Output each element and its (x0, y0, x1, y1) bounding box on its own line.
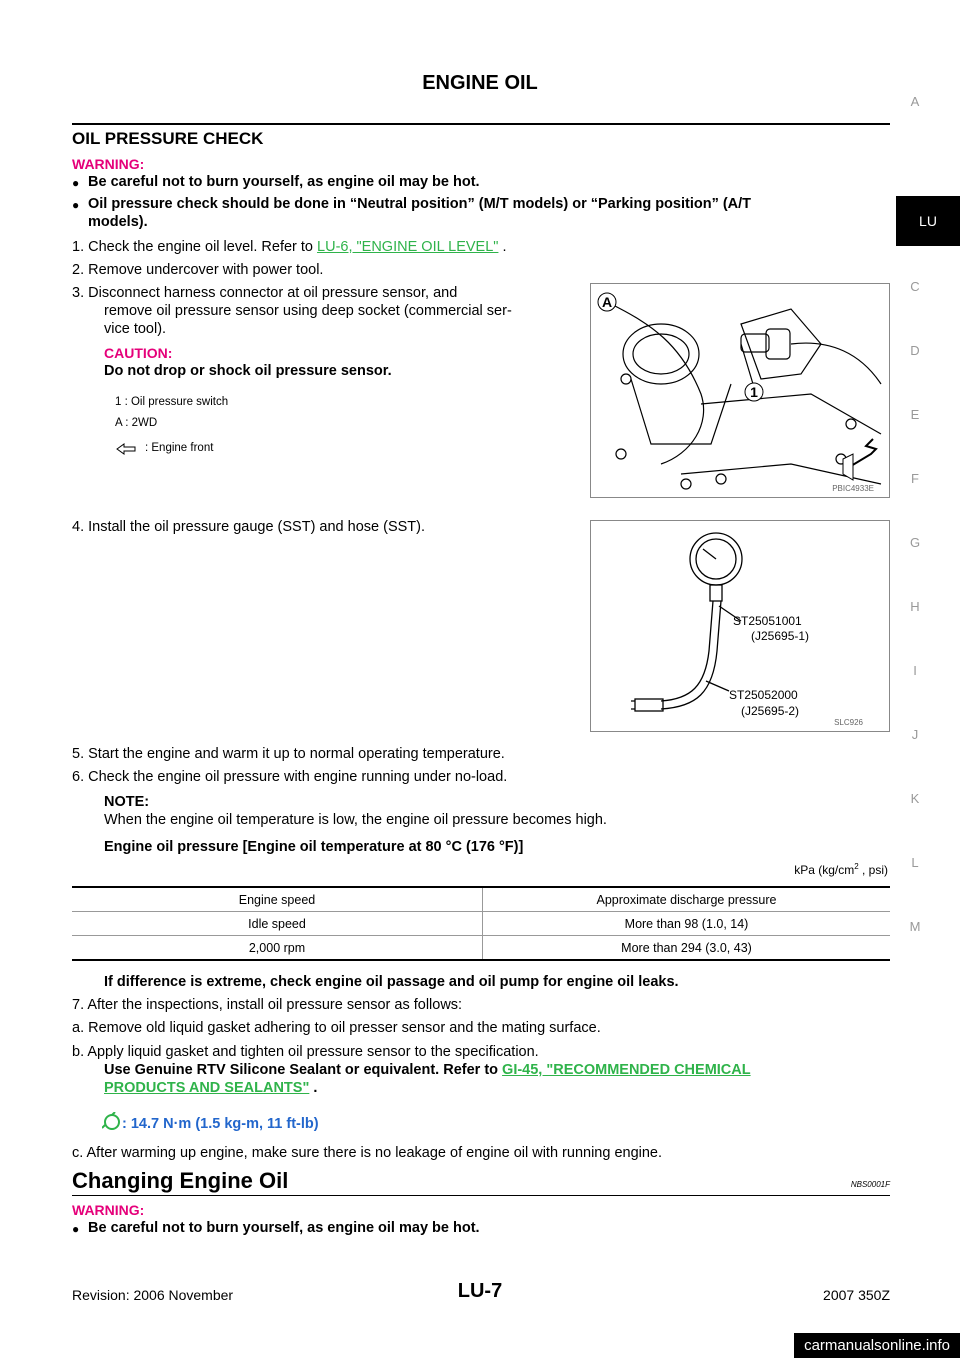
section-rule (72, 1195, 890, 1196)
warning-item-2: Oil pressure check should be done in “Neutral position” (M/T models) or “Parking position” (A/T (88, 196, 752, 212)
table-header-cell: Engine speed (72, 887, 483, 912)
side-index-m[interactable]: M (909, 919, 921, 934)
part-number-2-alt: (J25695-2) (741, 704, 800, 718)
figure-oil-pressure-gauge (590, 520, 890, 732)
section-changing-engine-oil: Changing Engine Oil (72, 1168, 289, 1193)
side-index-l[interactable]: L (911, 855, 919, 870)
note-label: NOTE: (104, 794, 150, 810)
spec-unit: kPa ($kg/cm^2$ , psi) (794, 862, 888, 877)
warning-item-1: Be careful not to burn yourself, as engine oil may be hot. (88, 174, 480, 190)
difference-note: If difference is extreme, check engine oil passage and oil pump for engine oil leaks. (104, 974, 679, 990)
part-number-1: ST25051001 (733, 614, 802, 628)
side-index-a[interactable]: A (910, 94, 920, 109)
spec-title: Engine oil pressure [Engine oil temperature at 80 °C (176 °F)] (104, 839, 524, 855)
part-number-1-alt: (J25695-1) (751, 629, 810, 643)
figure-oil-pressure-switch (590, 283, 890, 498)
footer-revision: Revision: 2006 November (72, 1287, 234, 1303)
step-6: 6. Check the engine oil pressure with engine running under no-load. (72, 769, 508, 785)
bullet-icon: ● (72, 176, 80, 190)
footer-model: 2007 350Z (823, 1287, 890, 1303)
oil-pressure-table (72, 886, 890, 961)
side-index-j[interactable]: J (911, 727, 919, 742)
part-number-2: ST25052000 (729, 688, 798, 702)
table-cell: More than 98 (1.0, 14) (483, 912, 891, 936)
legend-2wd: A : 2WD (115, 417, 158, 429)
step-7b-sealant-cont: PRODUCTS AND SEALANTS" . (104, 1080, 318, 1096)
link-engine-oil-level[interactable]: LU-6, "ENGINE OIL LEVEL" (317, 239, 499, 255)
table-header-row (72, 887, 890, 912)
figure-label-1: 1 (750, 384, 758, 400)
step-7a: a. Remove old liquid gasket adhering to oil presser sensor and the mating surface. (72, 1020, 601, 1036)
page-number: LU-7 (457, 1280, 503, 1302)
table-header-cell: Approximate discharge pressure (483, 887, 891, 912)
step-2: 2. Remove undercover with power tool. (72, 262, 324, 278)
section-title: OIL PRESSURE CHECK (72, 129, 264, 148)
step-5: 5. Start the engine and warm it up to normal operating temperature. (72, 746, 505, 762)
figure-code: SLC926 (834, 718, 863, 727)
side-index-c[interactable]: C (910, 279, 920, 294)
warning-label: WARNING: (72, 156, 145, 172)
table-row (72, 912, 890, 936)
step-3-line-2: remove oil pressure sensor using deep socket (commercial ser- (104, 303, 512, 319)
step-3-line-1: 3. Disconnect harness connector at oil pressure sensor, and (72, 285, 458, 301)
side-index-lu-tab[interactable]: LU (896, 196, 960, 246)
side-index-k[interactable]: K (910, 791, 920, 806)
section-code: NBS0001F (850, 1180, 890, 1189)
side-index-i[interactable]: I (913, 663, 917, 678)
legend-engine-front: : Engine front (145, 442, 214, 454)
link-recommended-chemical[interactable]: GI-45, "RECOMMENDED CHEMICAL (502, 1062, 751, 1078)
header-rule (72, 123, 890, 125)
table-cell: Idle speed (72, 912, 483, 936)
gauge-illustration (591, 521, 889, 731)
page-header-title: ENGINE OIL (422, 72, 538, 94)
warning-2-item: Be careful not to burn yourself, as engine oil may be hot. (88, 1220, 480, 1236)
side-index-h[interactable]: H (910, 599, 920, 614)
warning-item-2-cont: models). (88, 214, 148, 230)
step-1: 1. Check the engine oil level. Refer to LU-6, "ENGINE OIL LEVEL" . (72, 239, 507, 255)
note-text: When the engine oil temperature is low, the engine oil pressure becomes high. (104, 812, 607, 828)
table-cell: 2,000 rpm (72, 936, 483, 961)
side-index-f[interactable]: F (911, 471, 919, 486)
side-index-g[interactable]: G (909, 535, 921, 550)
torque-spec: : 14.7 N·m (1.5 kg-m, 11 ft-lb) (122, 1116, 319, 1132)
watermark: carmanualsonline.info (794, 1333, 960, 1358)
torque-wrench-icon (102, 1112, 122, 1137)
step-7: 7. After the inspections, install oil pressure sensor as follows: (72, 997, 463, 1013)
side-index-e[interactable]: E (910, 407, 920, 422)
caution-text: Do not drop or shock oil pressure sensor. (104, 363, 392, 379)
step-3-line-3: vice tool). (104, 321, 167, 337)
table-cell: More than 294 (3.0, 43) (483, 936, 891, 961)
step-7b: b. Apply liquid gasket and tighten oil pressure sensor to the specification. (72, 1044, 539, 1060)
table-row (72, 936, 890, 961)
bullet-icon: ● (72, 1222, 80, 1236)
arrow-left-icon (115, 442, 145, 460)
link-products-and-sealants[interactable]: PRODUCTS AND SEALANTS" (104, 1080, 310, 1096)
caution-label: CAUTION: (104, 345, 173, 361)
step-4: 4. Install the oil pressure gauge (SST) and hose (SST). (72, 519, 426, 535)
engine-illustration (591, 284, 889, 497)
step-7c: c. After warming up engine, make sure there is no leakage of engine oil with running engine. (72, 1145, 663, 1161)
warning-label-2: WARNING: (72, 1202, 145, 1218)
step-7b-sealant: Use Genuine RTV Silicone Sealant or equivalent. Refer to GI-45, "RECOMMENDED CHEMICAL (104, 1062, 751, 1078)
side-index-d[interactable]: D (910, 343, 920, 358)
figure-code: PBIC4933E (832, 484, 874, 493)
legend-oil-pressure-switch: 1 : Oil pressure switch (115, 396, 229, 408)
bullet-icon: ● (72, 198, 80, 212)
figure-label-a: A (601, 294, 613, 310)
